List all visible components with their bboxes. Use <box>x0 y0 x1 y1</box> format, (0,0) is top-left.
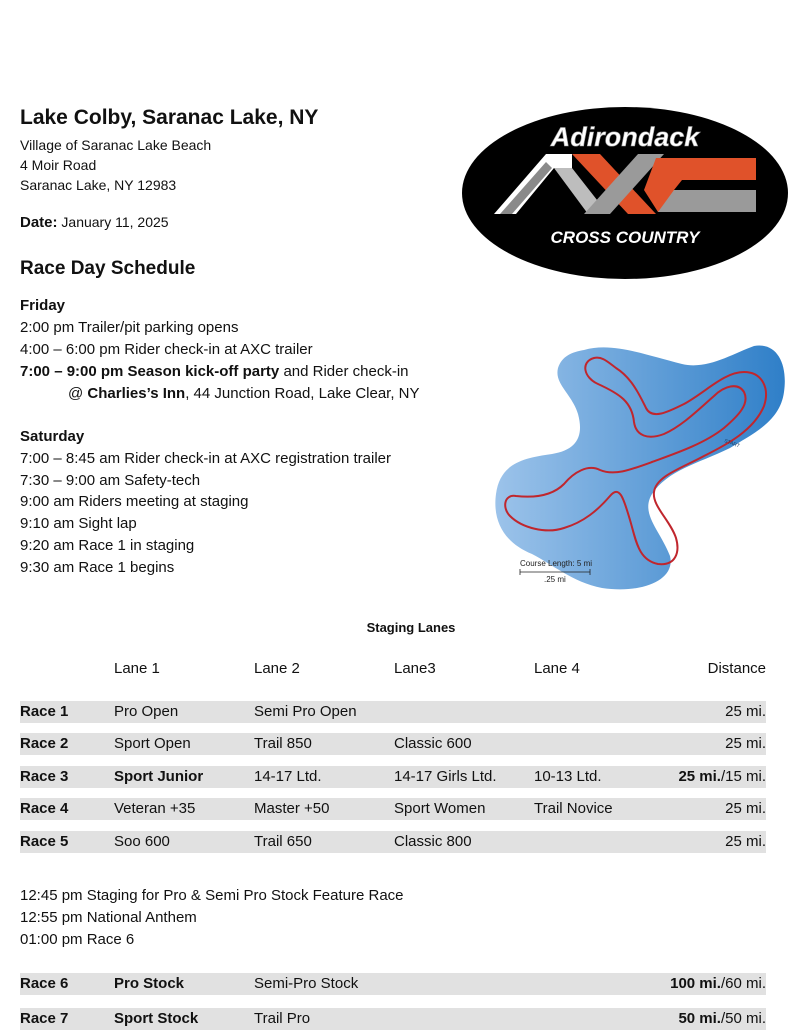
race-distance: 100 mi./60 mi. <box>670 975 766 992</box>
header-lane1: Lane 1 <box>114 660 160 677</box>
lane3-class: Classic 600 <box>394 735 472 752</box>
course-map <box>492 344 788 594</box>
table-row <box>20 798 766 820</box>
axc-logo <box>460 106 790 280</box>
date-label: Date: <box>20 214 58 231</box>
race-name: Race 4 <box>20 800 69 817</box>
race-distance: 25 mi./15 mi. <box>678 768 766 785</box>
lake-shape <box>495 346 784 590</box>
lane1-class: Sport Junior <box>114 768 204 785</box>
race-distance: 25 mi. <box>725 800 766 817</box>
header-lane4: Lane 4 <box>534 660 580 677</box>
lane2-class: 14-17 Ltd. <box>254 768 322 785</box>
race-name: Race 7 <box>20 1010 69 1027</box>
header-lane3: Lane3 <box>394 660 436 677</box>
address-line: Village of Saranac Lake Beach <box>20 137 212 153</box>
feature-schedule-item: 01:00 pm Race 6 <box>20 931 135 948</box>
race-distance: 25 mi. <box>725 833 766 850</box>
scale-label: .25 mi <box>544 575 566 584</box>
party-at: @ <box>68 385 88 402</box>
header-lane2: Lane 2 <box>254 660 300 677</box>
schedule-item: 9:20 am Race 1 in staging <box>20 537 195 554</box>
lane3-class: Classic 800 <box>394 833 472 850</box>
schedule-item: 9:00 am Riders meeting at staging <box>20 493 249 510</box>
race-name: Race 2 <box>20 735 69 752</box>
course-length-label: Course Length: 5 mi <box>520 559 593 568</box>
lane2-class: Semi-Pro Stock <box>254 975 359 992</box>
party-venue: Charlies’s Inn <box>87 385 186 402</box>
address-line: 4 Moir Road <box>20 157 97 173</box>
venue-title: Lake Colby, Saranac Lake, NY <box>20 106 319 129</box>
event-date <box>20 214 169 231</box>
schedule-item: 7:30 – 9:00 am Safety-tech <box>20 472 201 489</box>
lane4-class: 10-13 Ltd. <box>534 768 602 785</box>
table-row <box>20 831 766 853</box>
kickoff-party-location <box>68 385 420 402</box>
race-distance: 25 mi. <box>725 703 766 720</box>
lane2-class: Trail 850 <box>254 735 312 752</box>
table-row <box>20 1008 766 1030</box>
race-name: Race 6 <box>20 975 69 992</box>
race-name: Race 3 <box>20 768 69 785</box>
table-row <box>20 701 766 723</box>
logo-bottom-text: CROSS COUNTRY <box>550 228 700 247</box>
lane2-class: Trail 650 <box>254 833 312 850</box>
lane1-class: Sport Open <box>114 735 191 752</box>
schedule-item: 9:10 am Sight lap <box>20 515 137 532</box>
header-distance: Distance <box>707 660 766 677</box>
saturday-heading: Saturday <box>20 428 85 445</box>
race-name: Race 5 <box>20 833 69 850</box>
lane2-class: Semi Pro Open <box>254 703 357 720</box>
logo-top-text: Adirondack <box>550 122 700 152</box>
address-line: Saranac Lake, NY 12983 <box>20 177 177 193</box>
lane1-class: Veteran +35 <box>114 800 196 817</box>
schedule-item: 4:00 – 6:00 pm Rider check-in at AXC trailer <box>20 341 313 358</box>
lane2-class: Trail Pro <box>254 1010 311 1027</box>
lane2-class: Master +50 <box>254 800 330 817</box>
table-row <box>20 766 766 788</box>
race-distance: 50 mi./50 mi. <box>678 1010 766 1027</box>
schedule-title: Race Day Schedule <box>20 258 196 279</box>
svg-text:START: START <box>723 438 741 450</box>
lane1-class: Pro Stock <box>114 975 185 992</box>
race-name: Race 1 <box>20 703 69 720</box>
lane3-class: 14-17 Girls Ltd. <box>394 768 497 785</box>
staging-title: Staging Lanes <box>366 620 456 635</box>
date-value: January 11, 2025 <box>61 214 169 230</box>
lane1-class: Pro Open <box>114 703 179 720</box>
table-row <box>20 973 766 995</box>
party-address: , 44 Junction Road, Lake Clear, NY <box>185 385 420 402</box>
feature-schedule-item: 12:55 pm National Anthem <box>20 909 197 926</box>
schedule-item: 7:00 – 8:45 am Rider check-in at AXC registration trailer <box>20 450 392 467</box>
table-row <box>20 733 766 755</box>
kickoff-party-time: 7:00 – 9:00 pm Season kick-off party <box>20 363 280 380</box>
lane1-class: Soo 600 <box>114 833 170 850</box>
kickoff-party-line <box>20 363 409 380</box>
lane4-class: Trail Novice <box>534 800 613 817</box>
kickoff-party-detail: and Rider check-in <box>279 363 409 380</box>
schedule-item: 2:00 pm Trailer/pit parking opens <box>20 319 239 336</box>
lane1-class: Sport Stock <box>114 1010 199 1027</box>
feature-schedule-item: 12:45 pm Staging for Pro & Semi Pro Stock Feature Race <box>20 887 404 904</box>
friday-heading: Friday <box>20 297 66 314</box>
race-distance: 25 mi. <box>725 735 766 752</box>
lane3-class: Sport Women <box>394 800 486 817</box>
schedule-item: 9:30 am Race 1 begins <box>20 559 175 576</box>
